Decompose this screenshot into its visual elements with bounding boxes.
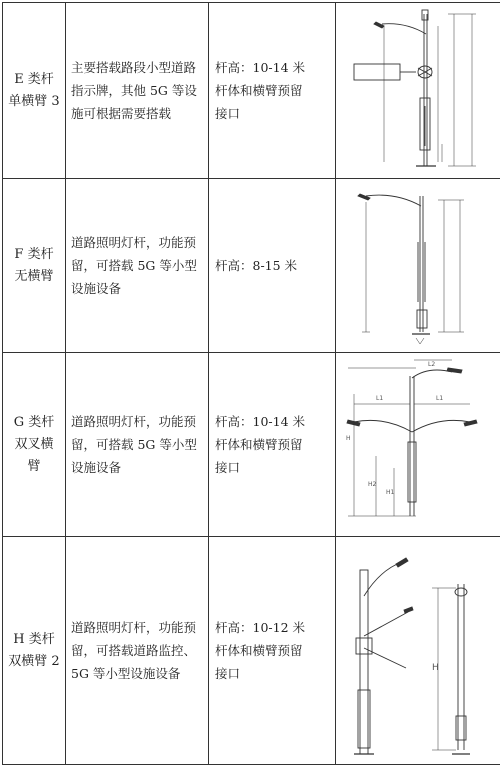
pole-type-text: 无横臂 — [14, 268, 54, 284]
dimension-label-l1: L1 — [436, 394, 444, 402]
pole-type-text: H 类杆 — [13, 631, 55, 647]
figure-cell — [336, 537, 500, 765]
figure-cell — [336, 179, 500, 353]
pole-double-fork-arm-icon — [336, 356, 500, 534]
description-text: 留，可搭载 5G 等小型 — [71, 437, 197, 452]
pole-single-arm-with-sign-icon — [336, 6, 500, 176]
description-text: 留，可搭载道路监控、 — [71, 643, 197, 658]
dimension-label-h2: H2 — [368, 480, 377, 488]
spec-text: 杆高：10-12 米 — [215, 620, 306, 635]
description-cell — [66, 537, 209, 765]
pole-type-cell — [3, 353, 66, 537]
pole-type-cell — [3, 3, 66, 179]
table-row — [3, 179, 500, 353]
spec-text: 杆体和横臂预留 — [215, 83, 303, 98]
spec-text: 接口 — [215, 460, 241, 475]
dimension-label-h: H — [346, 434, 351, 442]
description-text: 施可根据需要搭载 — [71, 106, 172, 121]
spec-cell — [209, 537, 336, 765]
description-text: 设施设备 — [71, 281, 122, 296]
pole-type-text: 单横臂 3 — [8, 93, 60, 109]
pole-type-text: 双横臂 2 — [8, 653, 60, 669]
pole-type-text: 臂 — [27, 458, 41, 474]
pole-double-arm-icon — [336, 540, 500, 762]
description-cell — [66, 179, 209, 353]
description-text: 道路照明灯杆，功能预 — [71, 235, 197, 250]
description-cell — [66, 353, 209, 537]
description-text: 指示牌，其他 5G 等设 — [71, 83, 197, 98]
spec-cell — [209, 353, 336, 537]
description-text: 设施设备 — [71, 460, 122, 475]
spec-text: 杆体和横臂预留 — [215, 643, 303, 658]
pole-type-cell — [3, 537, 66, 765]
dimension-label-l1: L1 — [376, 394, 384, 402]
description-cell — [66, 3, 209, 179]
table-row — [3, 537, 500, 765]
table-row — [3, 3, 500, 179]
dimension-label-l2: L2 — [428, 360, 436, 368]
description-text: 5G 等小型设施设备 — [71, 666, 181, 681]
spec-text: 杆高：8-15 米 — [215, 258, 298, 273]
figure-cell — [336, 353, 500, 537]
dimension-label-h: H — [432, 662, 439, 673]
pole-type-text: E 类杆 — [14, 71, 54, 87]
description-text: 留，可搭载 5G 等小型 — [71, 258, 197, 273]
dimension-label-h1: H1 — [386, 488, 395, 496]
spec-cell — [209, 179, 336, 353]
spec-text: 杆高：10-14 米 — [215, 60, 306, 75]
pole-single-lamp-icon — [336, 182, 500, 350]
pole-spec-table — [2, 2, 500, 765]
figure-cell — [336, 3, 500, 179]
description-text: 主要搭载路段小型道路 — [71, 60, 197, 75]
spec-text: 杆高：10-14 米 — [215, 414, 306, 429]
description-text: 道路照明灯杆，功能预 — [71, 414, 197, 429]
pole-type-text: G 类杆 — [13, 414, 55, 430]
description-text: 道路照明灯杆，功能预 — [71, 620, 197, 635]
table-row — [3, 353, 500, 537]
spec-cell — [209, 3, 336, 179]
pole-type-text: 双叉横 — [14, 436, 54, 452]
pole-type-text: F 类杆 — [14, 246, 54, 262]
spec-text: 杆体和横臂预留 — [215, 437, 303, 452]
spec-text: 接口 — [215, 666, 241, 681]
spec-text: 接口 — [215, 106, 241, 121]
pole-type-cell — [3, 179, 66, 353]
